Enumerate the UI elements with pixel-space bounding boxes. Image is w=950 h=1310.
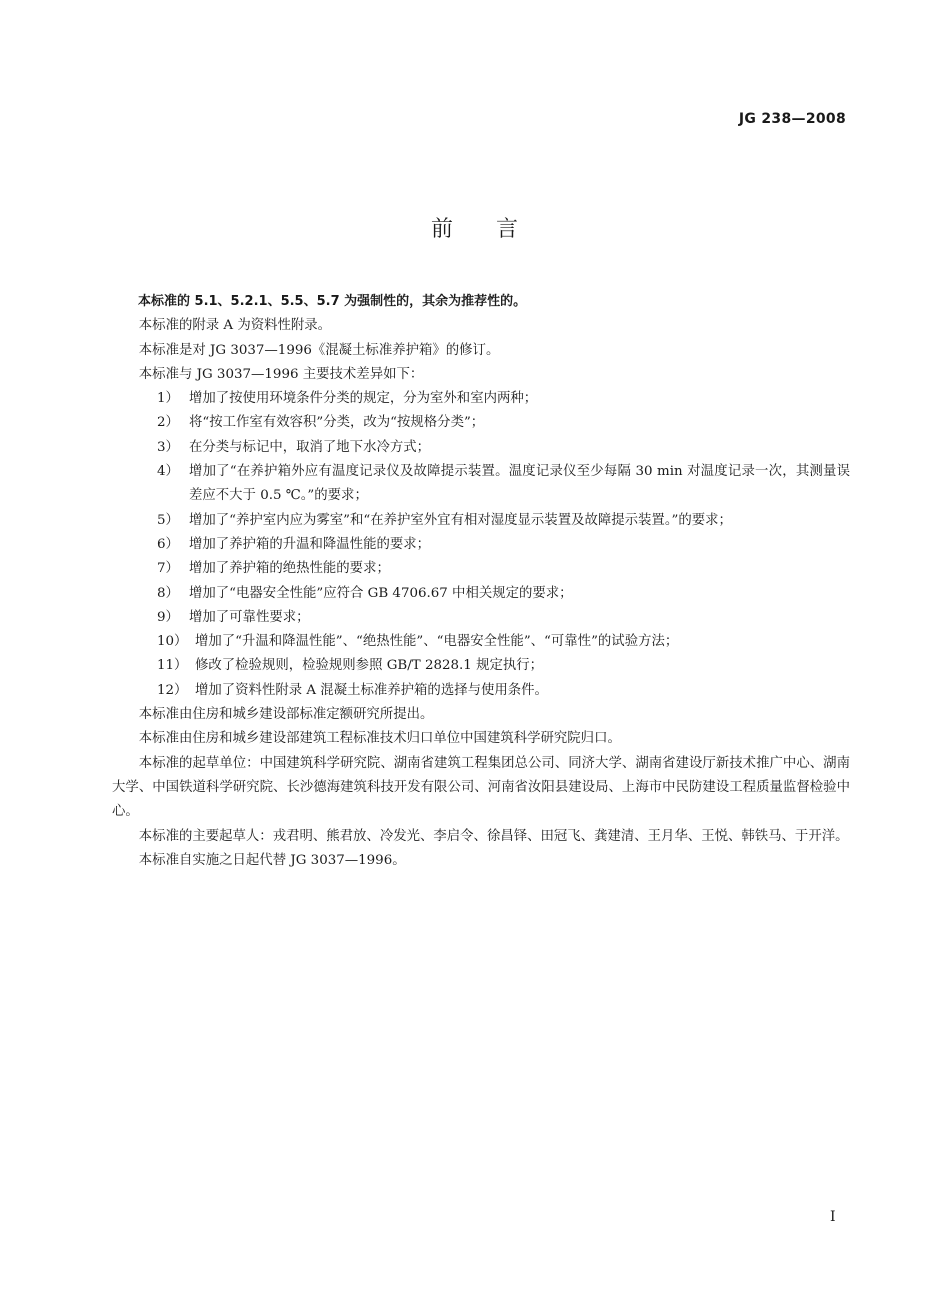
paragraph-administrator: 本标准由住房和城乡建设部建筑工程标准技术归口单位中国建筑科学研究院归口。 bbox=[138, 731, 621, 747]
list-item: 2） 将“按工作室有效容积”分类，改为“按规格分类”； bbox=[157, 415, 485, 431]
standard-number: JG 238—2008 bbox=[738, 111, 846, 127]
document-body bbox=[112, 290, 850, 873]
list-item: 10） 增加了“升温和降温性能”、“绝热性能”、“电器安全性能”、“可靠性”的试验方法； bbox=[157, 634, 679, 650]
list-item: 8） 增加了“电器安全性能”应符合 GB 4706.67 中相关规定的要求； bbox=[157, 585, 573, 601]
title-char-1: 前 bbox=[430, 217, 454, 242]
list-item: 7） 增加了养护箱的绝热性能的要求； bbox=[157, 561, 390, 577]
paragraph-drafters: 本标准的主要起草人：戎君明、熊君放、冷发光、李启令、徐昌铎、田冠飞、龚建清、王月华、王悦、韩铁马、于开洋。 bbox=[138, 828, 849, 844]
list-item: 11） 修改了检验规则，检验规则参照 GB/T 2828.1 规定执行； bbox=[157, 658, 544, 674]
page-number: I bbox=[830, 1209, 836, 1225]
list-item: 3） 在分类与标记中，取消了地下水冷方式； bbox=[157, 439, 431, 455]
list-item: 5） 增加了“养护室内应为雾室”和“在养护室外宜有相对湿度显示装置及故障提示装置。”的要求； bbox=[157, 512, 732, 528]
paragraph-mandatory-clauses: 本标准的 5.1、5.2.1、5.5、5.7 为强制性的，其余为推荐性的。 bbox=[138, 294, 527, 309]
paragraph-differences-intro: 本标准与 JG 3037—1996 主要技术差异如下： bbox=[138, 366, 424, 382]
title-char-2: 言 bbox=[496, 217, 520, 242]
list-item: 4） 增加了“在养护箱外应有温度记录仪及故障提示装置。温度记录仪至少每隔 30 min 对温度记录一次，其测量误差应不大于 0.5 ℃。”的要求； bbox=[157, 464, 850, 504]
list-item: 1） 增加了按使用环境条件分类的规定，分为室外和室内两种； bbox=[157, 391, 538, 407]
paragraph-drafting-units: 本标准的起草单位：中国建筑科学研究院、湖南省建筑工程集团总公司、同济大学、湖南省建设厅新技术推广中心、湖南大学、中国铁道科学研究院、长沙德海建筑科技开发有限公司、河南省汝阳县建设局、上海市中民防建设工程质量监督检验中心。 bbox=[112, 755, 850, 820]
page-title bbox=[0, 212, 950, 243]
paragraph-annex: 本标准的附录 A 为资料性附录。 bbox=[138, 318, 332, 334]
list-item: 6） 增加了养护箱的升温和降温性能的要求； bbox=[157, 536, 431, 552]
list-item: 12） 增加了资料性附录 A 混凝土标准养护箱的选择与使用条件。 bbox=[157, 682, 548, 698]
paragraph-replacement: 本标准自实施之日起代替 JG 3037—1996。 bbox=[138, 852, 406, 868]
paragraph-revision: 本标准是对 JG 3037—1996《混凝土标准养护箱》的修订。 bbox=[138, 342, 500, 358]
paragraph-proposer: 本标准由住房和城乡建设部标准定额研究所提出。 bbox=[138, 707, 434, 723]
list-item: 9） 增加了可靠性要求； bbox=[157, 609, 310, 625]
